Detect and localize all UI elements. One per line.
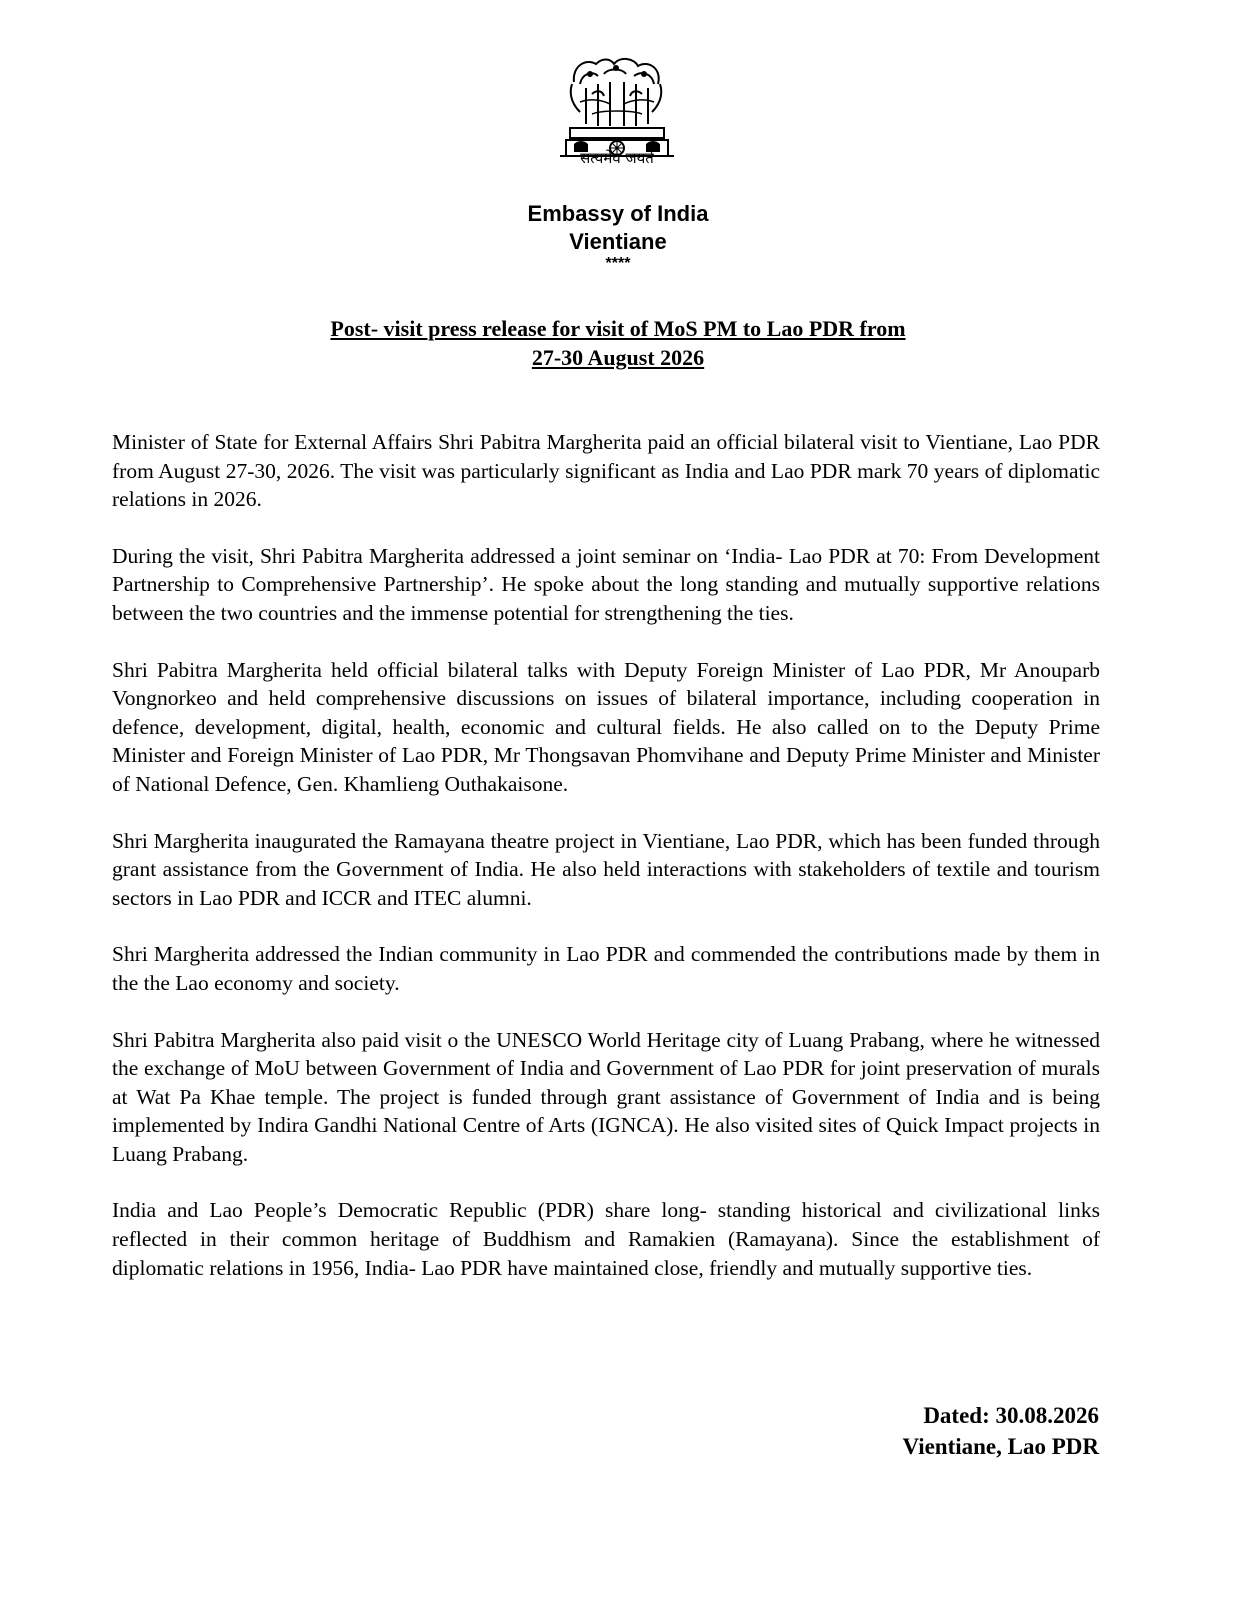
signature-block [902,1400,1099,1462]
place-line: Vientiane, Lao PDR [902,1434,1099,1459]
organization-name: Embassy of India [527,201,709,226]
header-separator: **** [605,255,631,272]
emblem-motto: सत्यमेव जयते [580,149,654,167]
state-emblem-icon [552,44,682,174]
title-line-1: Post- visit press release for visit of MoS PM to Lao PDR from [330,316,906,341]
paragraph-visit-overview: Minister of State for External Affairs Shri Pabitra Margherita paid an official bilateral visit to Vientiane, Lao PDR from August 27-30, 2026. The visit was particularly significant as India and Lao PDR mark 70 years of diplomatic relations in 2026. [112,430,1100,512]
letterhead [0,200,1236,272]
paragraph-luang-prabang: Shri Pabitra Margherita also paid visit o the UNESCO World Heritage city of Luang Prabang, where he witnessed the exchange of MoU between Government of India and Government of Lao PDR for joint preservation of murals at Wat Pa Khae temple. The project is funded through grant assistance of Government of India and is being implemented by Indira Gandhi National Centre of Arts (IGNCA). He also visited sites of Quick Impact projects in Luang Prabang. [112,1027,1100,1166]
paragraph-indian-community: Shri Margherita addressed the Indian community in Lao PDR and commended the contributions made by them in the the Lao economy and society. [112,942,1100,995]
paragraph-bilateral-talks: Shri Pabitra Margherita held official bilateral talks with Deputy Foreign Minister of Lao PDR, Mr Anouparb Vongnorkeo and held comprehensive discussions on issues of bilateral importance, including cooperation in defence, development, digital, health, economic and cultural fields. He also called on to the Deputy Prime Minister and Foreign Minister of Lao PDR, Mr Thongsavan Phomvihane and Deputy Prime Minister and Minister of National Defence, Gen. Khamlieng Outhakaisone. [112,657,1100,796]
organization-city: Vientiane [569,229,667,254]
paragraph-joint-seminar: During the visit, Shri Pabitra Margherita addressed a joint seminar on ‘India- Lao PDR at 70: From Development Partnership to Comprehensive Partnership’. He spoke about the long standing and mutually supportive relations between the two countries and the immense potential for strengthening the ties. [112,543,1100,625]
title-line-2: 27-30 August 2026 [531,345,705,370]
paragraph-relations-history: India and Lao People’s Democratic Republic (PDR) share long- standing historical and civilizational links reflected in their common heritage of Buddhism and Ramakien (Ramayana). Since the establishment of diplomatic relations in 1956, India- Lao PDR have maintained close, friendly and mutually supportive ties. [112,1198,1100,1280]
paragraph-ramayana-theatre: Shri Margherita inaugurated the Ramayana theatre project in Vientiane, Lao PDR, which has been funded through grant assistance from the Government of India. He also held interactions with stakeholders of textile and tourism sectors in Lao PDR and ICCR and ITEC alumni. [112,828,1100,910]
dated-line: Dated: 30.08.2026 [923,1403,1099,1428]
press-release-title [150,314,1086,372]
press-release-body [112,428,1100,1310]
